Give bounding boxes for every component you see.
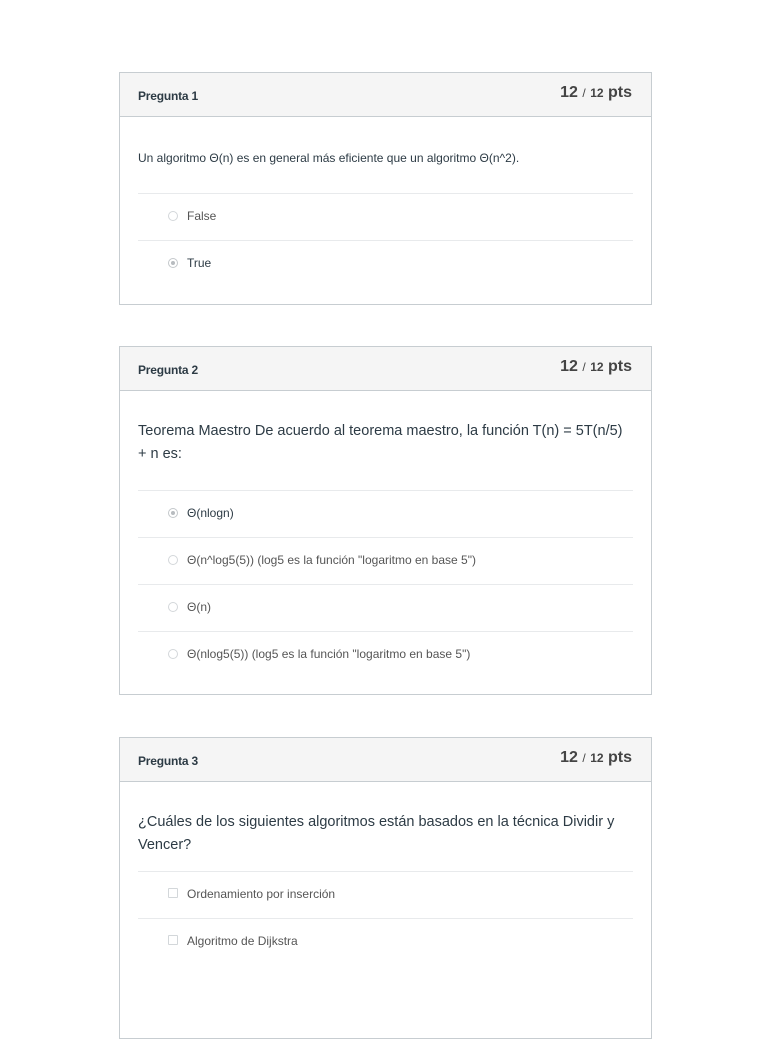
answer-label: Algoritmo de Dijkstra (187, 934, 298, 948)
points-separator: / (582, 86, 586, 100)
points-total: 12 (590, 751, 604, 765)
question-card-1 (119, 72, 652, 305)
points-unit: pts (608, 749, 632, 766)
radio-button[interactable] (168, 649, 178, 659)
answer-label: Ordenamiento por inserción (187, 887, 336, 901)
question-text: Un algoritmo Θ(n) es en general más eficiente que un algoritmo Θ(n^2). (138, 151, 520, 165)
question-card-2 (119, 346, 652, 695)
answer-option[interactable] (138, 240, 633, 287)
answer-option[interactable] (138, 490, 633, 537)
points-score: 12 (560, 84, 578, 101)
answer-list (138, 193, 633, 287)
answer-option[interactable] (138, 918, 633, 965)
answer-label: False (187, 209, 217, 223)
question-text: Teorema Maestro De acuerdo al teorema maestro, la función T(n) = 5T(n/5) + n es: (138, 423, 623, 462)
checkbox[interactable] (168, 935, 178, 945)
points-unit: pts (608, 358, 632, 375)
question-title: Pregunta 3 (138, 754, 199, 768)
answer-label: True (187, 256, 212, 270)
answer-option[interactable] (138, 193, 633, 240)
question-card-3 (119, 737, 652, 1039)
question-title: Pregunta 2 (138, 363, 199, 377)
question-points (560, 749, 632, 767)
question-text: ¿Cuáles de los siguientes algoritmos están basados en la técnica Dividir y Vencer? (138, 814, 615, 853)
question-points (560, 358, 632, 376)
answer-label: Θ(nlog5(5)) (log5 es la función "logaritmo en base 5") (187, 647, 471, 661)
checkbox[interactable] (168, 888, 178, 898)
points-unit: pts (608, 84, 632, 101)
radio-button-selected[interactable] (168, 508, 178, 518)
answer-option[interactable] (138, 537, 633, 584)
points-total: 12 (590, 86, 604, 100)
points-total: 12 (590, 360, 604, 374)
radio-button[interactable] (168, 555, 178, 565)
radio-button-selected[interactable] (168, 258, 178, 268)
points-score: 12 (560, 749, 578, 766)
answer-label: Θ(nlogn) (187, 506, 234, 520)
answer-option[interactable] (138, 871, 633, 918)
points-separator: / (582, 360, 586, 374)
question-header (120, 73, 651, 117)
question-header (120, 738, 651, 782)
points-separator: / (582, 751, 586, 765)
answer-option[interactable] (138, 584, 633, 631)
answer-label: Θ(n) (187, 600, 211, 614)
question-header (120, 347, 651, 391)
answer-label: Θ(n^log5(5)) (log5 es la función "logaritmo en base 5") (187, 553, 476, 567)
points-score: 12 (560, 358, 578, 375)
answer-list (138, 871, 633, 965)
question-title: Pregunta 1 (138, 89, 199, 103)
question-points (560, 84, 632, 102)
answer-option[interactable] (138, 631, 633, 678)
radio-button[interactable] (168, 211, 178, 221)
radio-button[interactable] (168, 602, 178, 612)
answer-list (138, 490, 633, 678)
